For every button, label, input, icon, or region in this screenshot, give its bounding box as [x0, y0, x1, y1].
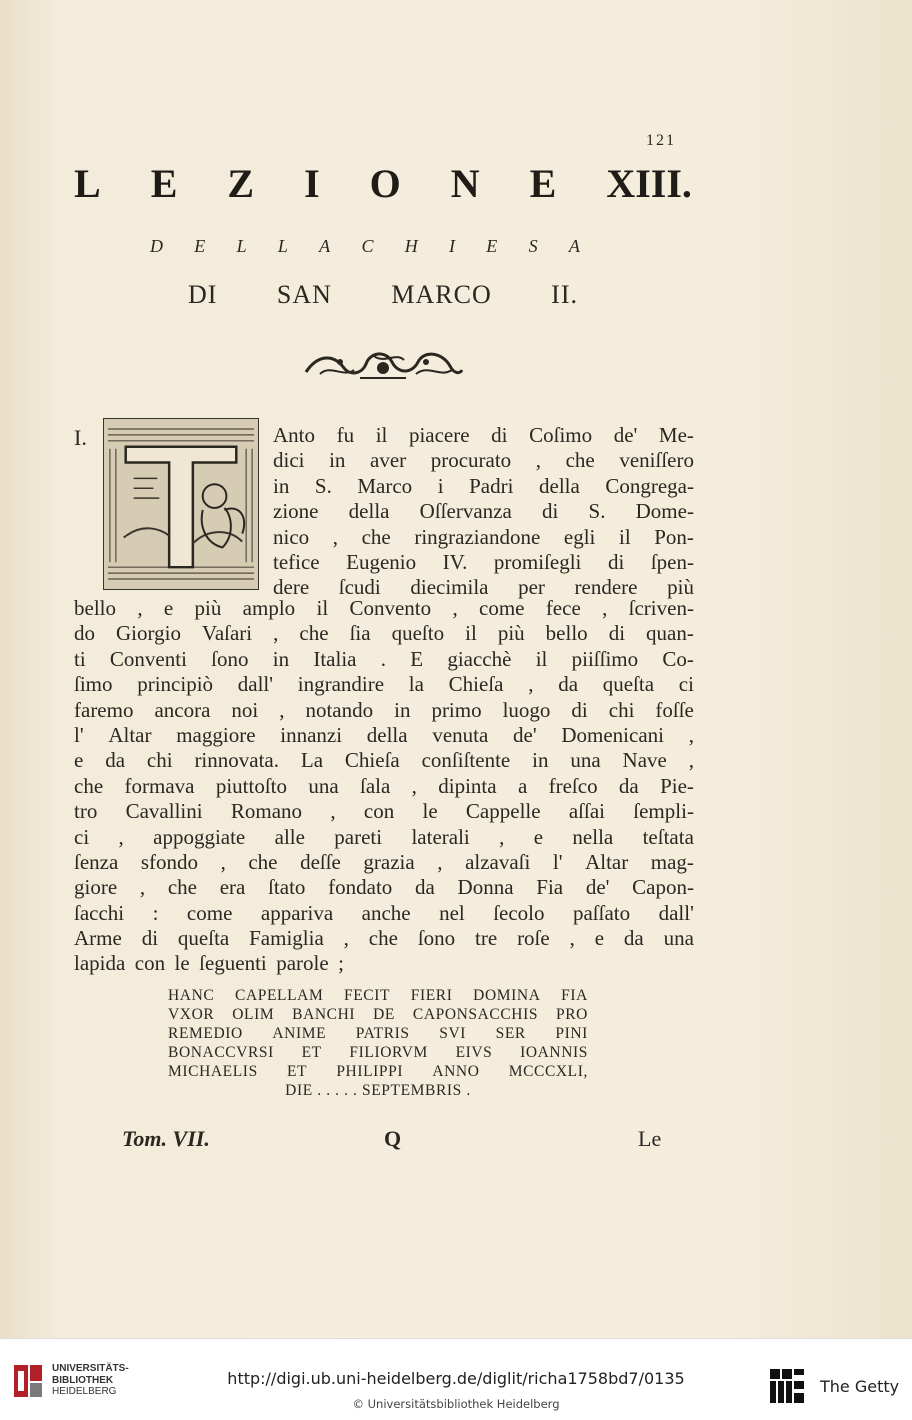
text-line: ti Conventi ſono in Italia . E giacchè il piiſſimo Co-: [74, 646, 694, 671]
text-line: do Giorgio Vaſari , che ſia queſto il più bello di quan-: [74, 621, 694, 646]
text-line: dici in aver procurato , che veniſſero: [273, 448, 694, 473]
chapter-title-letter: O: [369, 161, 401, 206]
chapter-title: [74, 160, 692, 207]
library-name-line: HEIDELBERG: [52, 1386, 117, 1397]
inscription-line: BONACCVRSI ET FILIORVM EIVS IOANNIS: [168, 1044, 588, 1061]
inscription-line: DIE . . . . . SEPTEMBRIS .: [285, 1082, 471, 1099]
text-line: ſenza sfondo , che deſſe grazia , alzavaſi l' Altar mag-: [74, 849, 694, 874]
copyright-notice: © Universitätsbibliothek Heidelberg: [352, 1397, 560, 1411]
subtitle-letter: E: [486, 236, 498, 256]
library-name-line: UNIVERSITÄTS-: [52, 1363, 129, 1374]
woodcut-initial-t-icon: [103, 418, 259, 590]
text-line: tro Cavallini Romano , con le Cappelle aſſai ſempli-: [74, 799, 694, 824]
page-url-link[interactable]: http://digi.ub.uni-heidelberg.de/diglit/richa1758bd7/0135: [227, 1369, 685, 1388]
library-name-line: BIBLIOTHEK: [52, 1374, 114, 1386]
section-number: I.: [74, 425, 87, 450]
catchword: Le: [638, 1126, 662, 1151]
text-line: giore , che era ſtato fondato da Donna Fia de' Capon-: [74, 875, 694, 900]
text-line: Arme di queſta Famiglia , che ſono tre roſe , e da una: [74, 926, 694, 951]
volume-mark: Tom. VII.: [122, 1126, 210, 1151]
text-line: faremo ancora noi , notando in primo luogo di chi foſſe: [74, 697, 694, 722]
subtitle-letter: I: [449, 236, 456, 256]
subtitle-letter: A: [568, 236, 580, 256]
inscription-line: MICHAELIS ET PHILIPPI ANNO MCCCXLI,: [168, 1063, 588, 1080]
subtitle-letter: A: [319, 236, 331, 256]
chapter-title-letter: XIII.: [606, 161, 692, 206]
chapter-title-letter: E: [529, 161, 557, 206]
text-line: lapida con le ſeguenti parole ;: [74, 951, 344, 976]
signature-mark: Q: [384, 1126, 402, 1151]
text-line: dere ſcudi diecimila per rendere più: [273, 575, 694, 600]
text-line: Anto fu il piacere di Coſimo de' Me-: [273, 423, 694, 447]
text-line: e da chi rinnovata. La Chieſa conſiſtente in una Nave ,: [74, 748, 694, 773]
subtitle-word: MARCO: [391, 280, 492, 309]
subtitle-letter: L: [277, 236, 288, 256]
text-line: ſacchi : come appariva anche nel ſecolo paſſato dall': [74, 900, 694, 925]
text-line: nico , che ringraziandone egli il Pon-: [273, 524, 694, 549]
text-line: l' Altar maggiore innanzi della venuta de' Domenicani ,: [74, 722, 694, 747]
page-number: 121: [646, 132, 676, 149]
subtitle-word: SAN: [276, 280, 332, 309]
subtitle-di-san-marco: [188, 280, 578, 310]
text-line: tefice Eugenio IV. promiſegli di ſpen-: [273, 549, 694, 574]
subtitle-letter: L: [236, 236, 247, 256]
text-line: bello , e più amplo il Convento , come fece , ſcriven-: [74, 596, 694, 620]
inscription-line: REMEDIO ANIME PATRIS SVI SER PINI: [168, 1025, 588, 1042]
indented-paragraph: [273, 423, 694, 601]
subtitle-word: II.: [551, 280, 578, 309]
subtitle-letter: C: [361, 236, 374, 256]
subtitle-word: DI: [188, 280, 218, 309]
text-line: ſimo principiò dall' ingrandire la Chieſa , da queſta ci: [74, 672, 694, 697]
latin-inscription: [168, 986, 588, 1100]
chapter-title-letter: N: [450, 161, 480, 206]
viewer-footer-bar: [0, 1338, 912, 1420]
text-line: in S. Marco i Padri della Congrega-: [273, 473, 694, 498]
subtitle-letter: D: [150, 236, 163, 256]
inscription-line: VXOR OLIM BANCHI DE CAPONSACCHIS PRO: [168, 1006, 588, 1023]
subtitle-letter: H: [404, 236, 418, 256]
text-line: che formava piuttoſto una ſala , dipinta a freſco da Pie-: [74, 773, 694, 798]
chapter-title-letter: L: [74, 161, 101, 206]
subtitle-della-chiesa: [150, 236, 580, 257]
inscription-line: HANC CAPELLAM FECIT FIERI DOMINA FIA: [168, 987, 588, 1004]
main-paragraph: [74, 596, 694, 977]
partner-name: The Getty: [820, 1377, 900, 1396]
chapter-title-letter: Z: [227, 161, 255, 206]
subtitle-letter: E: [194, 236, 206, 256]
chapter-title-letter: I: [304, 161, 320, 206]
subtitle-letter: S: [528, 236, 538, 256]
chapter-title-letter: E: [150, 161, 178, 206]
text-line: ci , appoggiate alle pareti laterali , e nella teſtata: [74, 824, 694, 849]
text-line: zione della Oſſervanza di S. Dome-: [273, 499, 694, 524]
ornament-icon: [300, 344, 466, 384]
getty-logo-icon[interactable]: [768, 1367, 808, 1405]
